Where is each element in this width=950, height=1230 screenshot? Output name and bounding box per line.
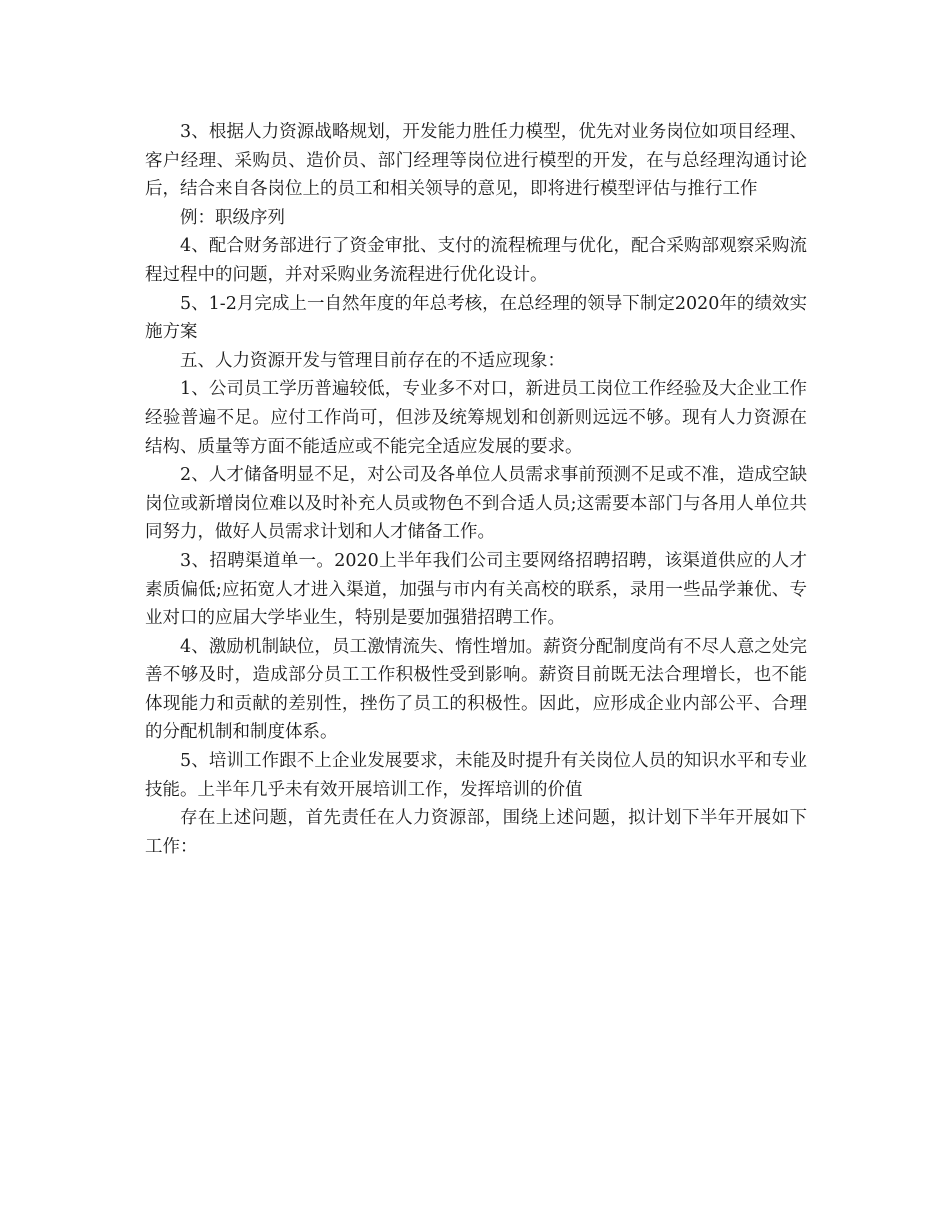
paragraph-problem-training: 5、培训工作跟不上企业发展要求，未能及时提升有关岗位人员的知识水平和专业技能。上半年几乎未有效开展培训工作，发挥培训的价值 (145, 751, 807, 800)
paragraph-problem-education: 1、公司员工学历普遍较低，专业多不对口，新进员工岗位工作经验及大企业工作经验普遍不足。应付工作尚可，但涉及统筹规划和创新则远远不够。现有人力资源在结构、质量等方面不能适应或不能完全适应发展的要求。 (145, 379, 807, 457)
paragraph-problem-incentives: 4、激励机制缺位，员工激情流失、惰性增加。薪资分配制度尚有不尽人意之处完善不够及时，造成部分员工工作积极性受到影响。薪资目前既无法合理增长，也不能体现能力和贡献的差别性，挫伤了员工的积极性。因此，应形成企业内部公平、合理的分配机制和制度体系。 (145, 636, 807, 743)
paragraph-example-rank-sequence: 例：职级序列 (180, 207, 285, 228)
paragraph-problem-talent-reserve: 2、人才储备明显不足，对公司及各单位人员需求事前预测不足或不准，造成空缺岗位或新增岗位难以及时补充人员或物色不到合适人员;这需要本部门与各用人单位共同努力，做好人员需求计划和人才储备工作。 (145, 465, 807, 543)
paragraph-competency-model: 3、根据人力资源战略规划，开发能力胜任力模型，优先对业务岗位如项目经理、客户经理、采购员、造价员、部门经理等岗位进行模型的开发，在与总经理沟通讨论后，结合来自各岗位上的员工和相关领导的意见，即将进行模型评估与推行工作 (145, 122, 807, 200)
paragraph-annual-assessment: 5、1-2月完成上一自然年度的年总考核，在总经理的领导下制定2020年的绩效实施方案 (145, 293, 807, 343)
document-body (145, 118, 807, 861)
paragraph-finance-process: 4、配合财务部进行了资金审批、支付的流程梳理与优化，配合采购部观察采购流程过程中的问题，并对采购业务流程进行优化设计。 (145, 236, 807, 285)
paragraph-problem-recruiting: 3、招聘渠道单一。2020上半年我们公司主要网络招聘招聘，该渠道供应的人才素质偏低;应拓宽人才进入渠道，加强与市内有关高校的联系，录用一些品学兼优、专业对口的应届大学毕业生，特别是要加强猎招聘工作。 (145, 550, 807, 629)
section-heading-problems: 五、人力资源开发与管理目前存在的不适应现象： (180, 350, 565, 371)
paragraph-conclusion: 存在上述问题，首先责任在人力资源部，围绕上述问题，拟计划下半年开展如下工作： (145, 808, 807, 857)
